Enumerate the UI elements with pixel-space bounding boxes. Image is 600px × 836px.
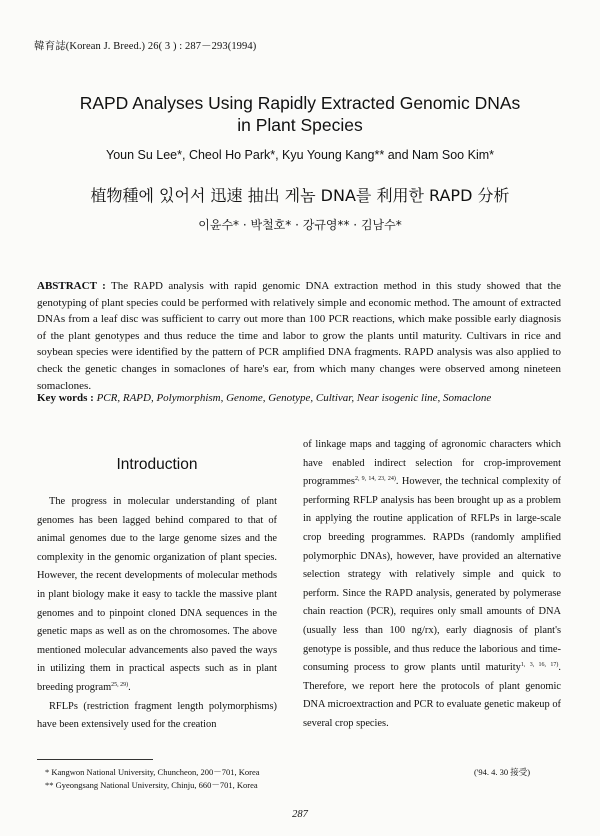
- right-column: [303, 436, 561, 734]
- korean-authors: 이윤수* · 박철호* · 강규영** · 김남수*: [198, 218, 402, 232]
- sentence-end: .: [128, 681, 131, 693]
- right-text-3: . Therefore, we report here the protocols of plant genomic DNA microextraction and PCR to evaluate genetic makeup of several crop species.: [303, 662, 561, 729]
- left-column: [37, 493, 277, 735]
- right-text-1: of linkage maps and tagging of agronomic characters which have enabled indirect selection for crop-improvement programmes: [303, 439, 561, 488]
- citation: 25, 29): [111, 681, 129, 688]
- title-line-2: in Plant Species: [237, 115, 363, 135]
- received-date: ('94. 4. 30 接受): [474, 767, 531, 777]
- introduction-heading: Introduction: [116, 456, 198, 473]
- footnote-2: ** Gyeongsang National University, Chinju, 660－701, Korea: [45, 780, 258, 790]
- footnote-1: * Kangwon National University, Chuncheon, 200－701, Korea: [45, 767, 260, 777]
- keywords-text: PCR, RAPD, Polymorphism, Genome, Genotype, Cultivar, Near isogenic line, Somaclone: [96, 392, 492, 404]
- journal-header: 韓育誌(Korean J. Breed.) 26( 3 ) : 287－293(1994): [34, 41, 257, 52]
- abstract-label: ABSTRACT :: [37, 280, 106, 292]
- keywords-label: Key words :: [37, 392, 94, 404]
- citation: 2, 9, 14, 23, 24): [354, 476, 396, 483]
- authors: Youn Su Lee*, Cheol Ho Park*, Kyu Young Kang** and Nam Soo Kim*: [106, 148, 494, 162]
- keywords: [37, 392, 567, 404]
- paper-title: [0, 92, 600, 136]
- title-line-1: RAPD Analyses Using Rapidly Extracted Genomic DNAs: [79, 93, 521, 113]
- page-number: 287: [292, 809, 308, 820]
- korean-title: 植物種에 있어서 迅速 抽出 게놈 DNA를 利用한 RAPD 分析: [90, 186, 510, 205]
- intro-paragraph-2: RFLPs (restriction fragment length polymorphisms) have been extensively used for the creation: [37, 700, 277, 731]
- footnote-rule: [37, 759, 153, 760]
- abstract: [37, 278, 561, 394]
- intro-paragraph-continued: [303, 436, 561, 734]
- intro-paragraph-1: [37, 493, 277, 698]
- intro-paragraph-1-text: The progress in molecular understanding of plant genomes has been lagged behind compared to that of animal genomes due to the large genome sizes and the complexity in the genomic organization of plant species. However, the recent developments of molecular methods in plant biology make it easy to tackle the massive plant genomes and to pinpoint cloned DNA sequences in the genetic maps as well as on the chromosomes. The above mentioned molecular advancements also paved the ways in utilizing them in practical aspects such as in plant breeding program: [37, 496, 277, 693]
- citation: 1, 3, 16, 17): [520, 662, 559, 669]
- right-text-2: . However, the technical complexity of performing RFLP analysis has been brought up as a problem in applying the routine application of RFLPs in large-scale crop breeding programmes. RAPDs (randomly amplified polymorphic DNAs), however, have provided an alternative selection strategy with relatively simple and quick to perform. Since the RAPD analysis, generated by polymerase chain reaction (PCR), requires only small amounts of DNA (usually less than 100 ng/rx), early diagnosis of plant's genotype is possible, and thus reduce the laborious and time-consuming process to grow plants until maturity: [303, 476, 561, 674]
- abstract-text: The RAPD analysis with rapid genomic DNA extraction method in this study showed that the genotyping of plant species could be performed with relatively simple and economic method. The amount of extracted DNAs from a leaf disc was sufficient to carry out more than 100 PCR reactions, which make possible early diagnosis of the plant genotypes and thus reduce the time and labor to grow the plants until maturity. Cultivars in rice and soybean species were identified by the pattern of PCR amplified DNA fragments. RAPD analysis was also applied to check the genetic changes in somaclones of hare's ear, from which many changes were observed among nineteen somaclones.: [37, 280, 561, 392]
